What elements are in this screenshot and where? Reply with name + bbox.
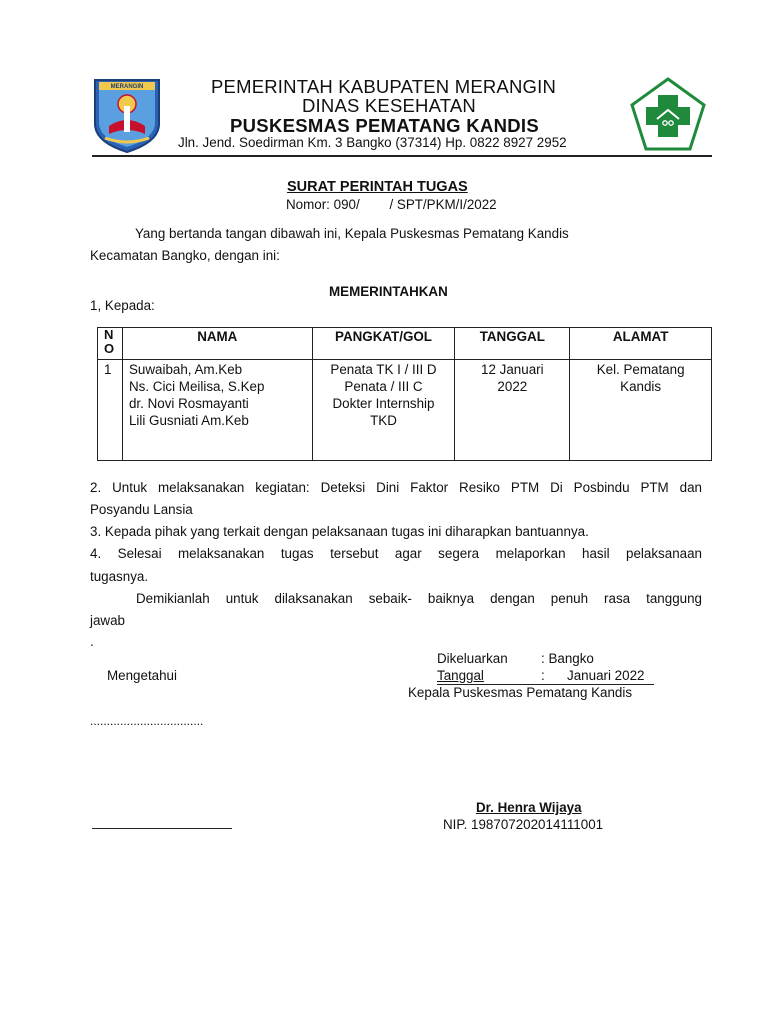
point-3: 3. Kepada pihak yang terkait dengan pelaksanaan tugas ini diharapkan bantuannya.	[90, 524, 589, 539]
header-agency: DINAS KESEHATAN	[302, 95, 476, 116]
header-divider	[92, 155, 712, 157]
to-label: 1, Kepada:	[90, 298, 155, 313]
header-address: Jln. Jend. Soedirman Km. 3 Bangko (37314) Hp. 0822 8927 2952	[178, 135, 567, 150]
date-value: : Januari 2022	[541, 668, 645, 683]
cell-pangkat	[312, 360, 455, 461]
command-heading: MEMERINTAHKAN	[329, 284, 448, 299]
cell-tanggal	[455, 360, 570, 461]
cell-no: 1	[98, 360, 123, 461]
known-by: Mengetahui	[107, 668, 177, 683]
header-government: PEMERINTAH KABUPATEN MERANGIN	[211, 76, 557, 97]
signer-position: Kepala Puskesmas Pematang Kandis	[408, 685, 633, 700]
closing-dot: .	[90, 634, 94, 649]
col-header-pangkat: PANGKAT/GOL	[312, 328, 455, 360]
name-4: Lili Gusniati Am.Keb	[128, 413, 249, 428]
alamat-2: Kandis	[620, 379, 662, 394]
known-by-dotted-line: ..................................	[90, 714, 204, 728]
name-2: Ns. Cici Meilisa, S.Kep	[128, 379, 265, 394]
signer-nip: NIP. 198707202014111001	[443, 817, 604, 832]
tanggal-1: 12 Januari	[481, 362, 544, 377]
pangkat-2: Penata / III C	[344, 379, 423, 394]
letter-number: Nomor: 090/ / SPT/PKM/I/2022	[286, 197, 497, 212]
date-label: Tanggal	[437, 668, 484, 683]
merangin-emblem-icon	[91, 76, 163, 154]
cell-names	[122, 360, 312, 461]
tanggal-2: 2022	[497, 379, 528, 394]
table-header-row	[98, 328, 712, 360]
puskesmas-logo-icon	[629, 77, 707, 151]
pangkat-4: TKD	[370, 413, 397, 428]
personnel-table	[97, 327, 712, 461]
intro-line-2: Kecamatan Bangko, dengan ini:	[90, 248, 280, 263]
name-1: Suwaibah, Am.Keb	[128, 362, 243, 377]
cell-alamat	[570, 360, 712, 461]
pangkat-1: Penata TK I / III D	[330, 362, 437, 377]
header-institution: PUSKESMAS PEMATANG KANDIS	[230, 115, 540, 136]
point-4-line-1: 4. Selesai melaksanakan tugas tersebut agar segera melaporkan hasil pelaksanaan	[90, 546, 702, 561]
pangkat-3: Dokter Internship	[332, 396, 435, 411]
table-row	[98, 360, 712, 461]
issued-label: Dikeluarkan	[437, 651, 508, 666]
intro-line-1: Yang bertanda tangan dibawah ini, Kepala Puskesmas Pematang Kandis	[135, 226, 569, 241]
alamat-1: Kel. Pematang	[596, 362, 685, 377]
known-by-signature-line	[92, 828, 232, 829]
col-header-tanggal: TANGGAL	[455, 328, 570, 360]
issued-value: : Bangko	[541, 651, 594, 666]
letter-title: SURAT PERINTAH TUGAS	[287, 179, 468, 195]
name-3: dr. Novi Rosmayanti	[128, 396, 249, 411]
point-2-line-2: Posyandu Lansia	[90, 502, 193, 517]
point-2-line-1: 2. Untuk melaksanakan kegiatan: Deteksi Dini Faktor Resiko PTM Di Posbindu PTM dan	[90, 480, 702, 495]
col-header-alamat: ALAMAT	[570, 328, 712, 360]
closing-line-2: jawab	[90, 613, 125, 628]
col-header-nama: NAMA	[122, 328, 312, 360]
col-header-no: N O	[98, 328, 123, 360]
emblem-logo-text: MERANGIN	[110, 84, 144, 90]
signer-name: Dr. Henra Wijaya	[476, 800, 582, 815]
point-4-line-2: tugasnya.	[90, 569, 149, 584]
closing-line-1: Demikianlah untuk dilaksanakan sebaik- baiknya dengan penuh rasa tanggung	[136, 591, 702, 606]
